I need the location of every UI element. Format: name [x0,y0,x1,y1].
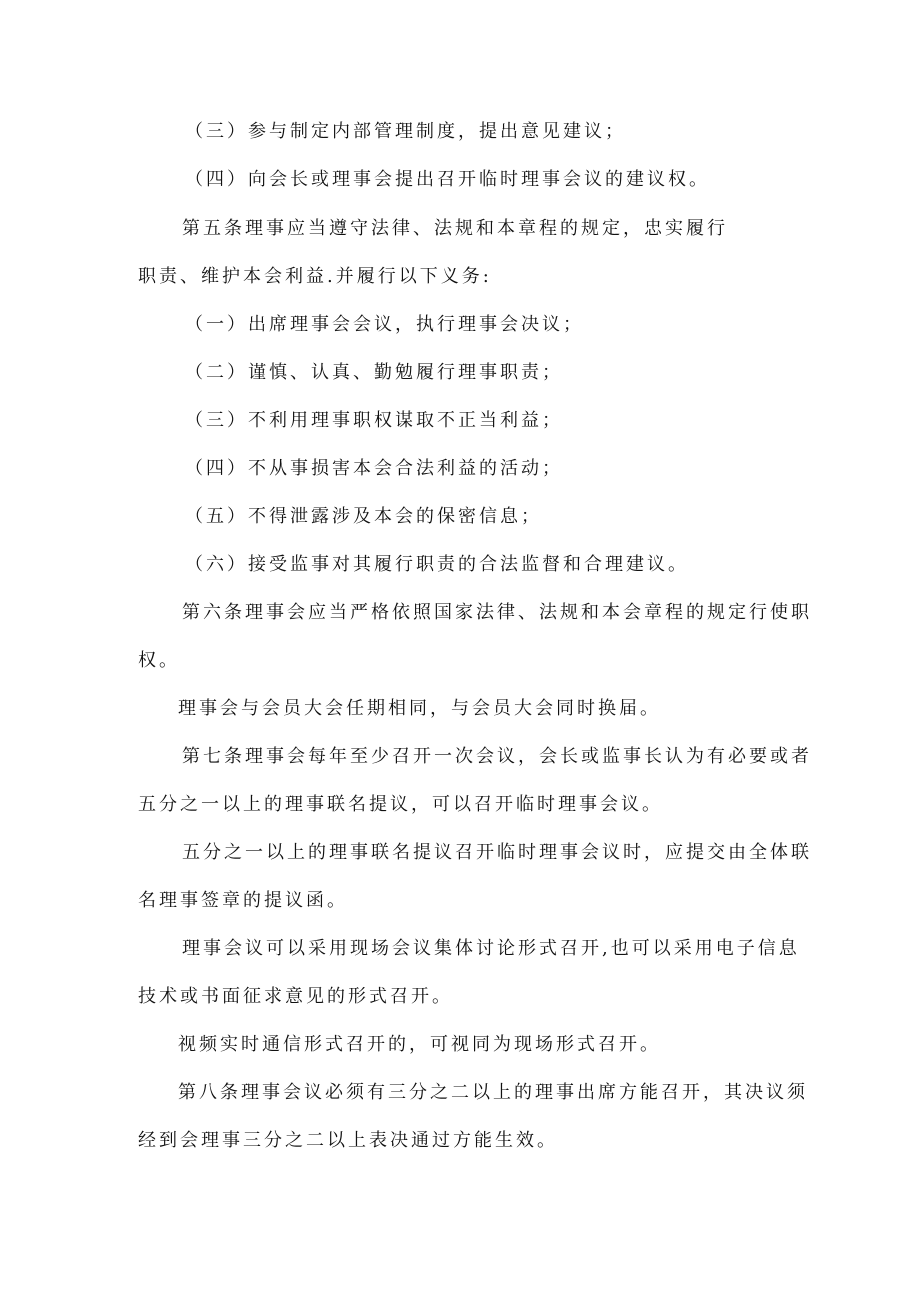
paragraph-line: （四）不从事损害本会合法利益的活动； [185,458,563,479]
paragraph-line: （一）出席理事会会议，执行理事会决议； [185,314,584,335]
paragraph-line: 五分之一以上的理事联名提议，可以召开临时理事会议。 [138,794,663,815]
paragraph-line: 权。 [138,650,180,671]
paragraph-line: （三）不利用理事职权谋取不正当利益； [185,410,563,431]
paragraph-line: 视频实时通信形式召开的，可视同为现场形式召开。 [178,1034,661,1055]
paragraph-line: 技术或书面征求意见的形式召开。 [138,986,453,1007]
paragraph-line: （三）参与制定内部管理制度，提出意见建议； [185,121,626,142]
paragraph-line: （四）向会长或理事会提出召开临时理事会议的建议权。 [185,169,710,190]
paragraph-line: 第八条理事会议必须有三分之二以上的理事出席方能召开，其决议须 [178,1082,808,1103]
paragraph-line: （二）谨慎、认真、勤勉履行理事职责； [185,362,563,383]
paragraph-line: 第七条理事会每年至少召开一次会议，会长或监事长认为有必要或者 [182,746,812,767]
paragraph-line: 名理事签章的提议函。 [138,890,348,911]
paragraph-line: 经到会理事三分之二以上表决通过方能生效。 [138,1130,558,1151]
paragraph-line: 五分之一以上的理事联名提议召开临时理事会议时，应提交由全体联 [182,842,812,863]
paragraph-line: （五）不得泄露涉及本会的保密信息； [185,506,542,527]
paragraph-line: （六）接受监事对其履行职责的合法监督和合理建议。 [185,554,689,575]
paragraph-line: 第六条理事会应当严格依照国家法律、法规和本会章程的规定行使职 [182,602,812,623]
paragraph-line: 理事会与会员大会任期相同，与会员大会同时换届。 [178,698,661,719]
paragraph-line: 理事会议可以采用现场会议集体讨论形式召开,也可以采用电子信息 [182,938,800,959]
paragraph-line: 第五条理事应当遵守法律、法规和本章程的规定，忠实履行 [182,218,728,239]
paragraph-line: 职责、维护本会利益.并履行以下义务: [138,266,492,287]
